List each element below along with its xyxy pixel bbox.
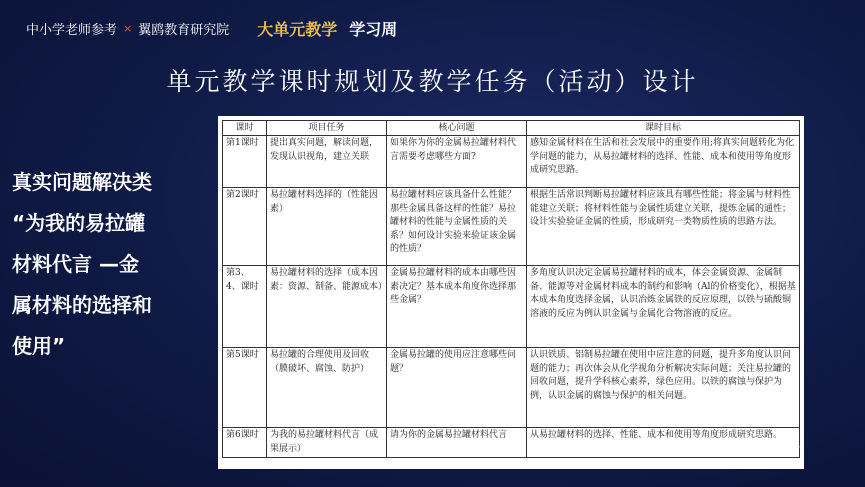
table-cell: 易拉罐材料选择的（性能因素）	[267, 188, 387, 266]
table-cell: 第3、4、课时	[223, 266, 267, 348]
table-row	[223, 348, 800, 428]
brand-separator: ×	[123, 21, 133, 35]
table-cell: 为我的易拉罐材料代言（成果展示）	[267, 428, 387, 458]
table-cell: 从易拉罐材料的选择、性能、成本和使用等角度形成研究思路。	[527, 428, 800, 458]
table-row	[223, 136, 800, 188]
wechat-watermark	[660, 437, 800, 460]
table-cell: 金属易拉罐材料的成本由哪些因素决定？基本成本角度你选择那些金属？	[387, 266, 527, 348]
lesson-plan-table	[222, 120, 800, 458]
slide-title: 单元教学课时规划及教学任务（活动）设计	[166, 67, 699, 96]
header-bar	[26, 14, 397, 42]
theme-line: 材料代言 —金	[12, 252, 139, 276]
table-cell: 易拉罐材料应该具备什么性能？那些金属具备这样的性能？易拉罐材料的性能与金属性质的关系？如何设计实验来验证该金属的性质？	[387, 188, 527, 266]
brand-primary: 中小学老师参考	[26, 22, 118, 38]
theme-line: 属材料的选择和	[12, 293, 152, 317]
table-cell: 请为你的金属易拉罐材料代言	[387, 428, 527, 458]
table-cell: 根据生活常识判断易拉罐材料应该具有哪些性能；将金属与材料性能建立关联；将材料性能与金属性质建立关联，提炼金属的通性；设计实验验证金属的性质，形成研究一类物质性质的思路方法。	[527, 188, 800, 266]
table-cell: 第5课时	[223, 348, 267, 428]
theme-caption	[12, 162, 202, 367]
theme-line: “为我的易拉罐	[12, 211, 146, 235]
theme-line: 真实问题解决类	[12, 170, 152, 194]
column-header: 项目任务	[267, 121, 387, 136]
lesson-plan-table-container	[218, 116, 804, 469]
table-cell: 多角度认识决定金属易拉罐材料的成本，体会金属资源、金属制备、能源等对金属材料成本的制约和影响（Al的价格变化），根据基本成本角度选择金属，认识冶炼金属铁的反应原理，以铁与硫酸铜溶液的反应为例认识金属与金属化合物溶液的反应。	[527, 266, 800, 348]
table-cell: 认识铁质、铝制易拉罐在使用中应注意的问题，提升多角度认识问题的能力；再次体会从化学视角分析解决实际问题；关注易拉罐的回收问题，提升学科核心素养，绿色应用。以铁的腐蚀与保护为例，认识金属的腐蚀与保护的相关问题。	[527, 348, 800, 428]
column-header: 课时	[223, 121, 267, 136]
table-cell: 第6课时	[223, 428, 267, 458]
table-header-row	[223, 121, 800, 136]
table-cell: 提出真实问题，解读问题，发现认识视角，建立关联	[267, 136, 387, 188]
table-cell: 易拉罐材料的选择（成本因素：资源、制备、能源成本）	[267, 266, 387, 348]
wechat-icon	[660, 440, 682, 458]
brand-secondary: 翼鸥教育研究院	[138, 22, 230, 38]
table-cell: 第1课时	[223, 136, 267, 188]
event-badge-rest: 学习周	[349, 19, 398, 39]
table-cell: 金属易拉罐的使用应注意哪些问题？	[387, 348, 527, 428]
table-row	[223, 266, 800, 348]
table-cell: 易拉罐的合理使用及回收（膜破坏、腐蚀、防护）	[267, 348, 387, 428]
column-header: 核心问题	[387, 121, 527, 136]
event-badge-highlight: 大单元教学	[257, 19, 338, 39]
table-cell: 第2课时	[223, 188, 267, 266]
column-header: 课时目标	[527, 121, 800, 136]
theme-line: 使用”	[12, 334, 66, 358]
table-row	[223, 188, 800, 266]
table-cell: 感知金属材料在生活和社会发展中的重要作用;将真实问题转化为化学问题的能力，从易拉罐材料的选择、性能、成本和使用等角度形成研究思路。	[527, 136, 800, 188]
watermark-text: 中小学老师参考	[688, 440, 801, 459]
table-cell: 如果你为你的金属易拉罐材料代言需要考虑哪些方面?	[387, 136, 527, 188]
